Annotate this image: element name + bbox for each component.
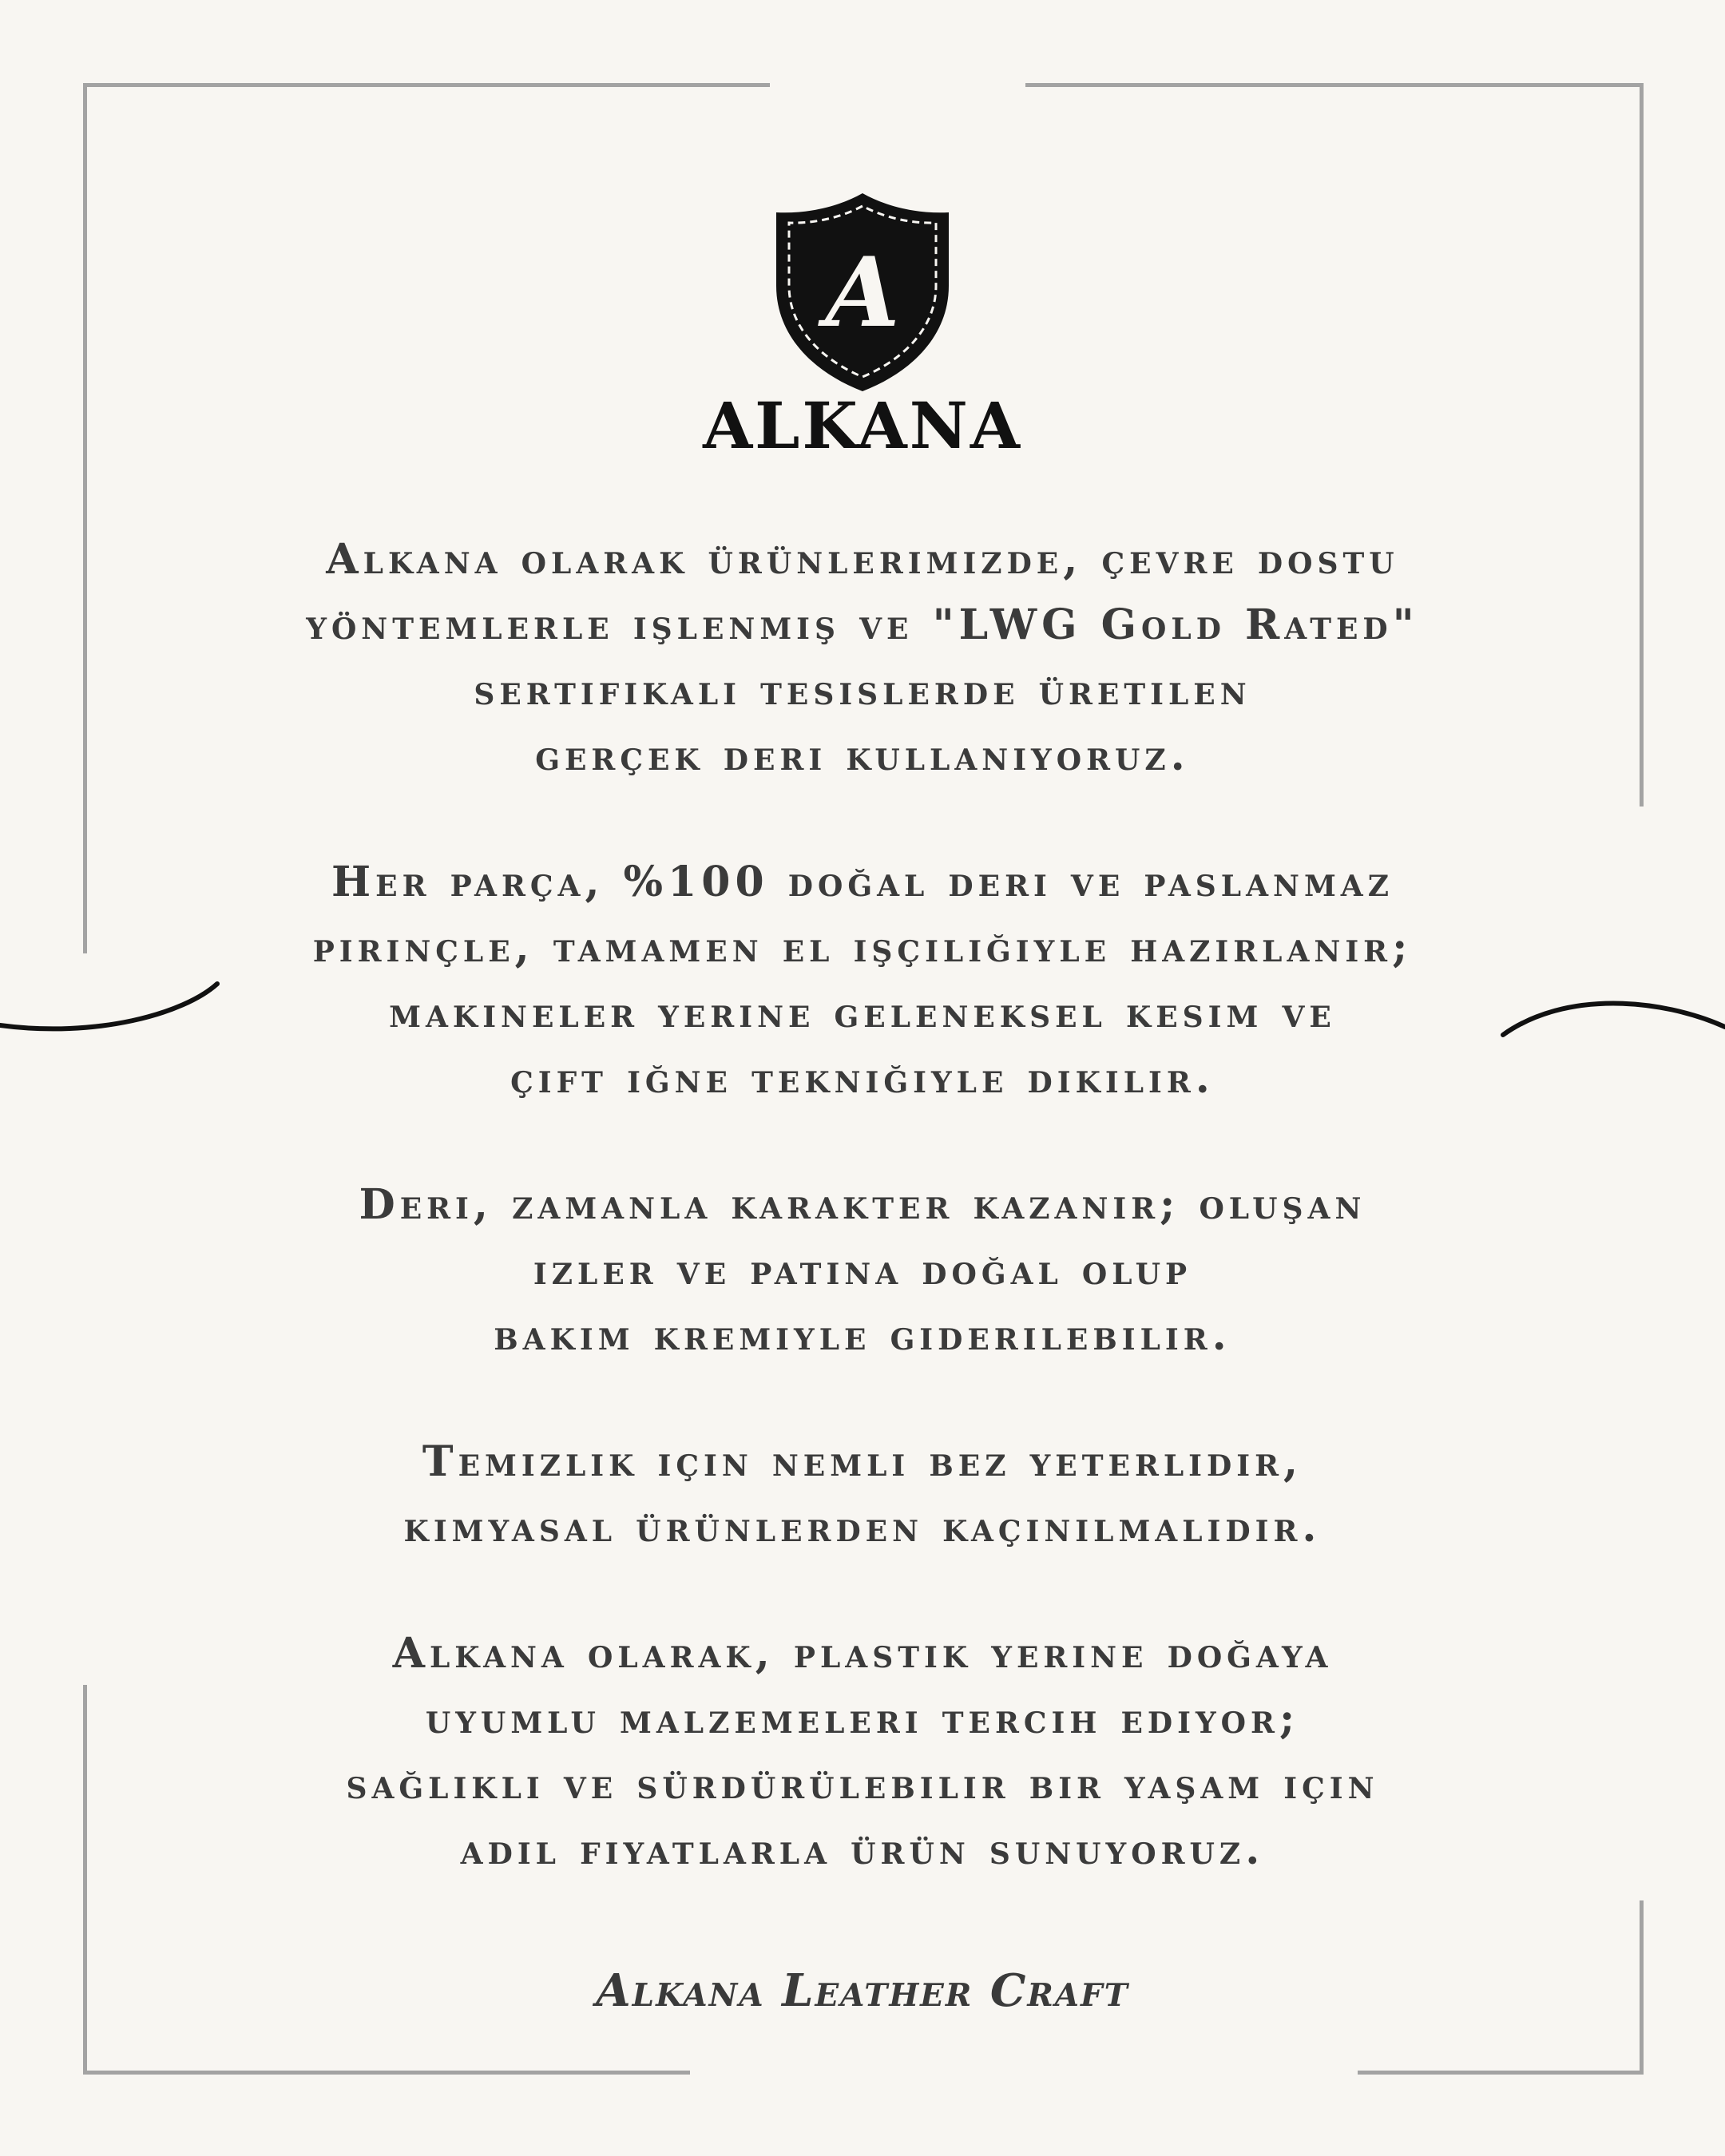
text-line: Her parça, %100 doğal deri ve paslanmaz xyxy=(331,858,1394,906)
text-line: sağlıklı ve sürdürülebilir bir yaşam için xyxy=(346,1760,1379,1809)
text-line: Temizlik için nemli bez yeterlidir, xyxy=(422,1437,1303,1486)
text-line: pirinçle, tamamen el işçiliğiyle hazırlanır; xyxy=(312,923,1413,972)
text-line: Alkana olarak ürünlerimizde, çevre dostu xyxy=(326,535,1399,584)
text-line: sertifikalı tesislerde üretilen xyxy=(474,666,1251,715)
text-line: gerçek deri kullanıyoruz. xyxy=(535,731,1190,780)
paragraph-2 xyxy=(160,850,1565,1112)
main-text xyxy=(160,527,1565,1944)
paragraph-5 xyxy=(160,1621,1565,1883)
paragraph-3 xyxy=(160,1172,1565,1369)
logo-letter: A xyxy=(825,236,900,349)
text-line: adil fiyatlarla ürün sunuyoruz. xyxy=(460,1825,1265,1874)
paragraph-1 xyxy=(160,527,1565,789)
paragraph-4 xyxy=(160,1429,1565,1560)
signature: Alkana Leather Craft xyxy=(596,1964,1129,2017)
crest-shield-icon xyxy=(773,190,952,394)
brand-name: ALKANA xyxy=(703,388,1022,463)
text-line: kimyasal ürünlerden kaçınılmalıdır. xyxy=(403,1503,1322,1552)
text-line: çift iğne tekniğiyle dikilir. xyxy=(510,1054,1215,1103)
text-line: makineler yerine geleneksel kesim ve xyxy=(389,989,1336,1037)
text-line: izler ve patina doğal olup xyxy=(533,1246,1192,1294)
text-line: uyumlu malzemeleri tercih ediyor; xyxy=(425,1694,1300,1743)
text-line: bakım kremiyle giderilebilir. xyxy=(494,1311,1231,1360)
text-line: yöntemlerle işlenmiş ve "LWG Gold Rated" xyxy=(306,600,1419,649)
text-line: Alkana olarak, plastik yerine doğaya xyxy=(392,1629,1333,1678)
text-line: Deri, zamanla karakter kazanır; oluşan xyxy=(359,1180,1366,1229)
